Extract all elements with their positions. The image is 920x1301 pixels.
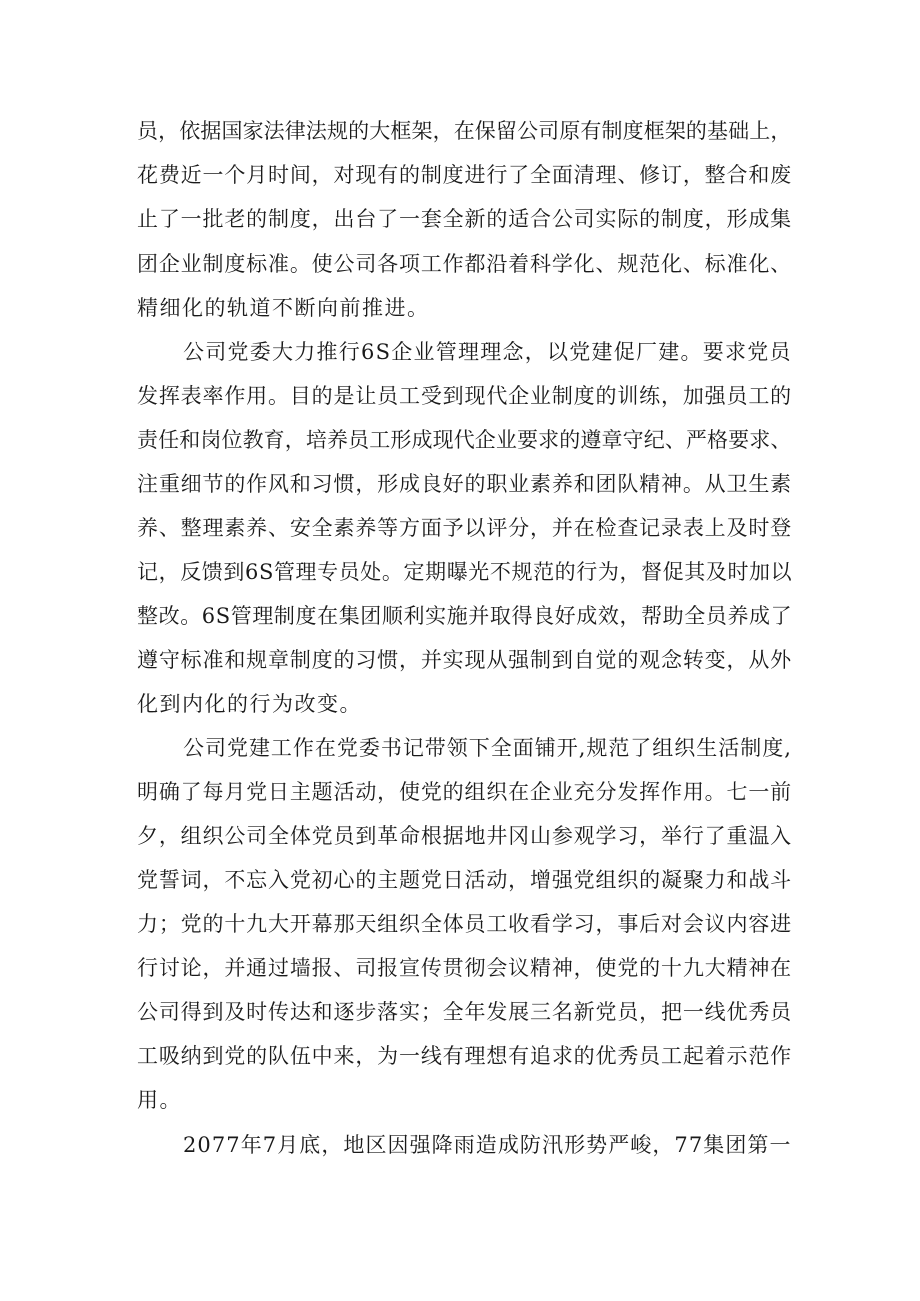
text-line: 夕，组织公司全体党员到革命根据地井冈山参观学习，举行了重温入 (137, 824, 792, 848)
text-line: 团企业制度标准。使公司各项工作都沿着科学化、规范化、标准化、 (137, 252, 792, 276)
text-line: 整改。6S管理制度在集团顺利实施并取得良好成效，帮助全员养成了 (137, 604, 793, 628)
text-line: 养、整理素养、安全素养等方面予以评分，并在检查记录表上及时登 (137, 516, 792, 540)
text-line: 员，依据国家法律法规的大框架，在保留公司原有制度框架的基础上， (137, 119, 792, 143)
text-line: 记，反馈到6S管理专员处。定期曝光不规范的行为，督促其及时加以 (137, 560, 793, 584)
text-line: 注重细节的作风和习惯，形成良好的职业素养和团队精神。从卫生素 (137, 472, 792, 496)
text-line: 明确了每月党日主题活动，使党的组织在企业充分发挥作用。七一前 (137, 780, 792, 804)
text-line: 化到内化的行为改变。 (137, 692, 362, 716)
text-line: 公司党委大力推行6S企业管理理念，以党建促厂建。要求党员 (183, 340, 792, 364)
text-line: 行讨论，并通过墙报、司报宣传贯彻会议精神，使党的十九大精神在 (137, 956, 792, 980)
text-line: 责任和岗位教育，培养员工形成现代企业要求的遵章守纪、严格要求、 (137, 428, 792, 452)
text-line: 公司得到及时传达和逐步落实；全年发展三名新党员，把一线优秀员 (137, 1000, 792, 1024)
text-line: 用。 (137, 1088, 182, 1112)
text-line: 党誓词，不忘入党初心的主题党日活动，增强党组织的凝聚力和战斗 (137, 868, 792, 892)
text-line: 花费近一个月时间，对现有的制度进行了全面清理、修订，整合和废 (137, 163, 792, 187)
text-line: 力；党的十九大开幕那天组织全体员工收看学习，事后对会议内容进 (137, 912, 792, 936)
text-line: 止了一批老的制度，出台了一套全新的适合公司实际的制度，形成集 (137, 207, 792, 231)
text-line: 公司党建工作在党委书记带领下全面铺开,规范了组织生活制度, (183, 736, 792, 760)
text-line: 工吸纳到党的队伍中来，为一线有理想有追求的优秀员工起着示范作 (137, 1044, 792, 1068)
text-line: 遵守标准和规章制度的习惯，并实现从强制到自觉的观念转变，从外 (137, 648, 792, 672)
text-line: 精细化的轨道不断向前推进。 (137, 296, 430, 320)
text-line: 发挥表率作用。目的是让员工受到现代企业制度的训练，加强员工的 (137, 384, 792, 408)
text-line: 2077年7月底，地区因强降雨造成防汛形势严峻，77集团第一 (183, 1133, 792, 1157)
